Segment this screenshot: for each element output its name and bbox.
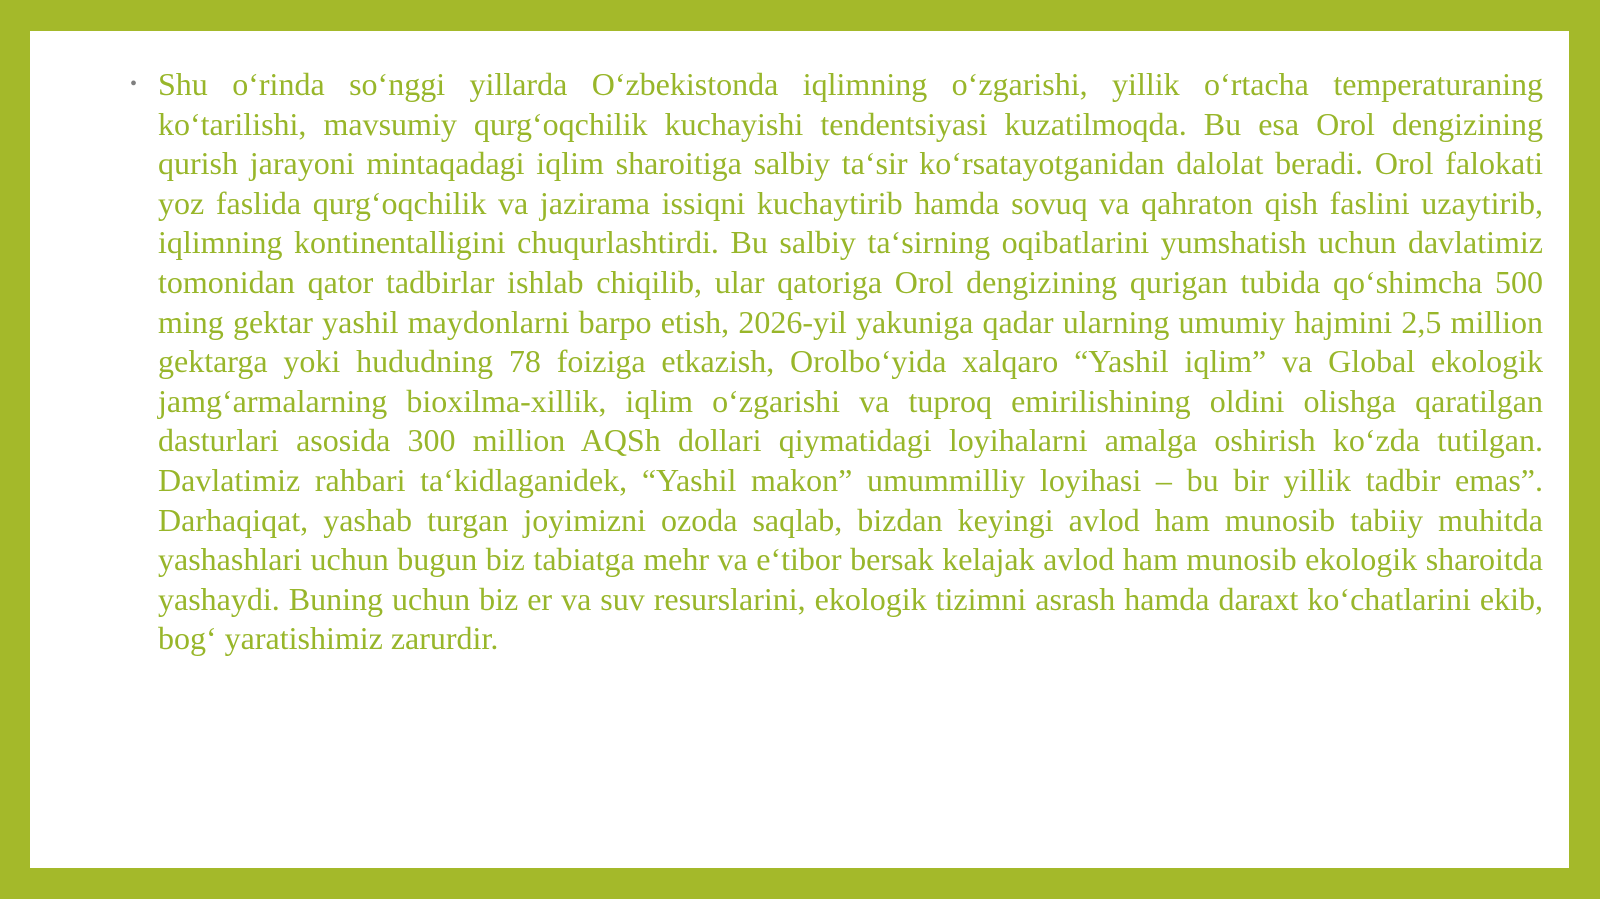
- bullet-item: [128, 65, 1543, 659]
- body-paragraph: Shu o‘rinda so‘nggi yillarda O‘zbekistonda iqlimning o‘zgarishi, yillik o‘rtacha temperaturaning ko‘tarilishi, mavsumiy qurg‘oqchilik kuchayishi tendentsiyasi kuzatilmoqda. Bu esa Orol dengizining qurish jarayoni mintaqadagi iqlim sharoitiga salbiy ta‘sir ko‘rsatayotganidan dalolat beradi. Orol falokati yoz faslida qurg‘oqchilik va jazirama issiqni kuchaytirib hamda sovuq va qahraton qish faslini uzaytirib, iqlimning kontinentalligini chuqurlashtirdi. Bu salbiy ta‘sirning oqibatlarini yumshatish uchun davlatimiz tomonidan qator tadbirlar ishlab chiqilib, ular qatoriga Orol dengizining qurigan tubida qo‘shimcha 500 ming gektar yashil maydonlarni barpo etish, 2026-yil yakuniga qadar ularning umumiy hajmini 2,5 million gektarga yoki hududning 78 foiziga etkazish, Orolbo‘yida xalqaro “Yashil iqlim” va Global ekologik jamg‘armalarning bioxilma-xillik, iqlim o‘zgarishi va tuproq emirilishining oldini olishga qaratilgan dasturlari asosida 300 million AQSh dollari qiymatidagi loyihalarni amalga oshirish ko‘zda tutilgan. Davlatimiz rahbari ta‘kidlaganidek, “Yashil makon” umummilliy loyihasi – bu bir yillik tadbir emas”. Darhaqiqat, yashab turgan joyimizni ozoda saqlab, bizdan keyingi avlod ham munosib tabiiy muhitda yashashlari uchun bugun biz tabiatga mehr va e‘tibor bersak kelajak avlod ham munosib ekologik sharoitda yashaydi. Buning uchun biz er va suv resurslarini, ekologik tizimni asrash hamda daraxt ko‘chatlarini ekib, bog‘ yaratishimiz zarurdir.: [158, 66, 1543, 657]
- bullet-icon: •: [130, 73, 138, 95]
- slide-content-area: [30, 31, 1569, 868]
- bullet-list: [128, 65, 1543, 659]
